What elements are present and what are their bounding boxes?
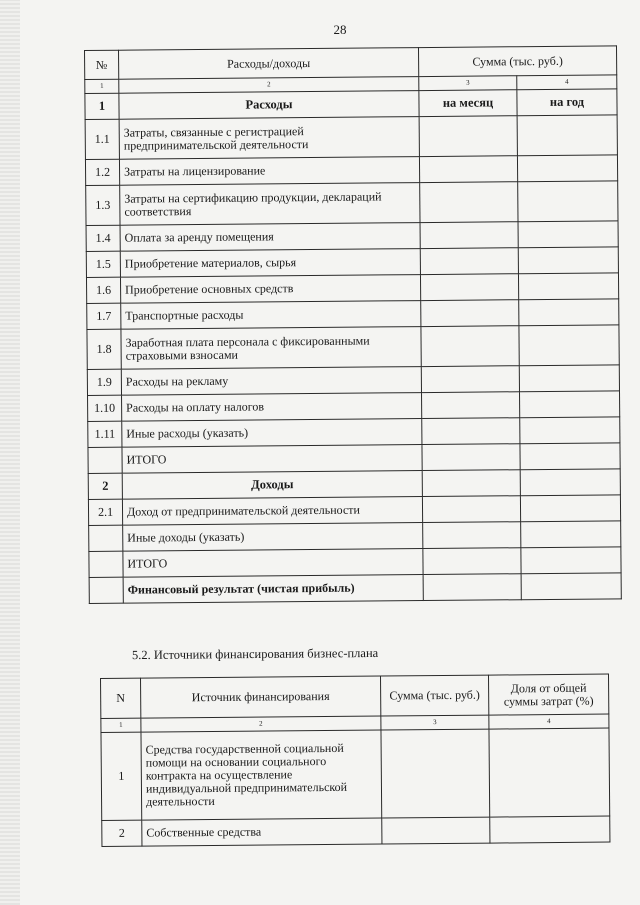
month-cell (422, 418, 520, 445)
row-label: Иные расходы (указать) (122, 419, 422, 448)
year-cell (517, 155, 617, 182)
year-cell (519, 391, 619, 418)
year-cell (517, 115, 617, 156)
row-label: Средства государственной социальной помощи на основании социального контракта на осуществление индивидуальной предпринимательской деятельности (141, 730, 382, 820)
row-label: Транспортные расходы (121, 301, 421, 330)
row-label: Заработная плата персонала с фиксированными страховыми взносами (121, 327, 421, 370)
row-label: Расходы на оплату налогов (122, 393, 422, 422)
row-label: Приобретение основных средств (120, 275, 420, 304)
col-month-label: на месяц (419, 90, 517, 117)
year-cell (520, 495, 620, 522)
row-label: Затраты на лицензирование (119, 157, 419, 186)
row-num: 1.7 (87, 303, 121, 329)
month-cell (419, 116, 517, 157)
year-cell (518, 181, 618, 222)
index-cell: 2 (141, 716, 381, 732)
header-sum: Сумма (тыс. руб.) (380, 675, 488, 716)
month-cell (422, 496, 520, 523)
row-num (89, 525, 123, 551)
table-row (102, 816, 610, 846)
section-num: 2 (88, 473, 122, 499)
year-cell (518, 247, 618, 274)
table-row (85, 115, 617, 160)
row-num: 1.5 (86, 251, 120, 277)
month-cell (420, 182, 518, 223)
row-label: Иные доходы (указать) (123, 523, 423, 552)
month-cell (423, 548, 521, 575)
index-cell: 1 (85, 79, 119, 93)
row-num: 2.1 (88, 499, 122, 525)
table-row (86, 181, 618, 226)
index-cell: 4 (517, 75, 617, 90)
row-num: 1.10 (88, 395, 122, 421)
header-item: Расходы/доходы (119, 48, 419, 80)
scan-page-edge (0, 0, 20, 905)
sum-cell (381, 729, 490, 818)
row-num: 1.2 (85, 159, 119, 185)
header-source: Источник финансирования (141, 676, 381, 718)
index-cell: 1 (101, 718, 141, 732)
row-num: 1.3 (86, 185, 120, 225)
page-number: 28 (333, 22, 347, 37)
row-num: 1 (101, 732, 142, 820)
col-year-label: на год (517, 89, 617, 116)
row-num: 1.8 (87, 329, 121, 369)
table-header-row (85, 46, 617, 80)
row-label: Приобретение материалов, сырья (120, 249, 420, 278)
month-cell (423, 522, 521, 549)
header-num: № (85, 50, 119, 79)
row-label: Доход от предпринимательской деятельности (122, 497, 422, 526)
expenses-income-table (84, 45, 622, 604)
year-cell (521, 547, 621, 574)
row-num (89, 551, 123, 577)
index-cell: 4 (489, 714, 609, 729)
table-header-row (101, 674, 609, 718)
row-num: 1.6 (86, 277, 120, 303)
row-label: Затраты, связанные с регистрацией предпринимательской деятельности (119, 117, 419, 160)
financing-sources-table (100, 674, 610, 847)
share-cell (490, 816, 610, 843)
month-cell (420, 274, 518, 301)
month-cell (421, 366, 519, 393)
section-caption: 5.2. Источники финансирования бизнес-плана (131, 645, 379, 663)
table-row (87, 325, 619, 370)
row-num (88, 447, 122, 473)
month-cell (420, 222, 518, 249)
month-cell (420, 248, 518, 275)
row-num: 1.11 (88, 421, 122, 447)
section-title: Расходы (119, 91, 419, 120)
index-cell: 3 (419, 76, 517, 91)
row-num (89, 577, 123, 603)
row-num: 1.9 (87, 369, 121, 395)
month-cell (419, 156, 517, 183)
month-cell (421, 300, 519, 327)
year-cell (520, 443, 620, 470)
row-label: Оплата за аренду помещения (120, 223, 420, 252)
index-cell: 2 (119, 77, 419, 94)
row-num: 1.1 (85, 119, 119, 159)
year-cell (518, 273, 618, 300)
year-cell (520, 469, 620, 496)
year-cell (519, 365, 619, 392)
result-label: Финансовый результат (чистая прибыль) (123, 575, 423, 604)
share-cell (489, 728, 610, 817)
month-cell (421, 326, 519, 367)
header-share: Доля от общей суммы затрат (%) (488, 674, 608, 715)
row-label: ИТОГО (123, 549, 423, 578)
year-cell (521, 521, 621, 548)
row-label: Затраты на сертификацию продукции, деклараций соответствия (120, 183, 420, 226)
year-cell (519, 325, 619, 366)
header-num: N (101, 678, 141, 718)
year-cell (521, 573, 621, 600)
index-cell: 3 (381, 715, 489, 730)
row-label: Собственные средства (142, 818, 382, 846)
section-title: Доходы (122, 471, 422, 500)
year-cell (519, 299, 619, 326)
month-cell (422, 444, 520, 471)
year-cell (518, 221, 618, 248)
sum-cell (382, 817, 490, 844)
year-cell (520, 417, 620, 444)
section-num: 1 (85, 93, 119, 119)
row-num: 1.4 (86, 225, 120, 251)
row-label: Расходы на рекламу (121, 367, 421, 396)
result-row (89, 573, 621, 604)
row-label: ИТОГО (122, 445, 422, 474)
table-row (101, 728, 610, 820)
month-cell (422, 470, 520, 497)
month-cell (423, 574, 521, 601)
header-sum: Сумма (тыс. руб.) (418, 46, 616, 77)
month-cell (422, 392, 520, 419)
row-num: 2 (102, 820, 142, 846)
